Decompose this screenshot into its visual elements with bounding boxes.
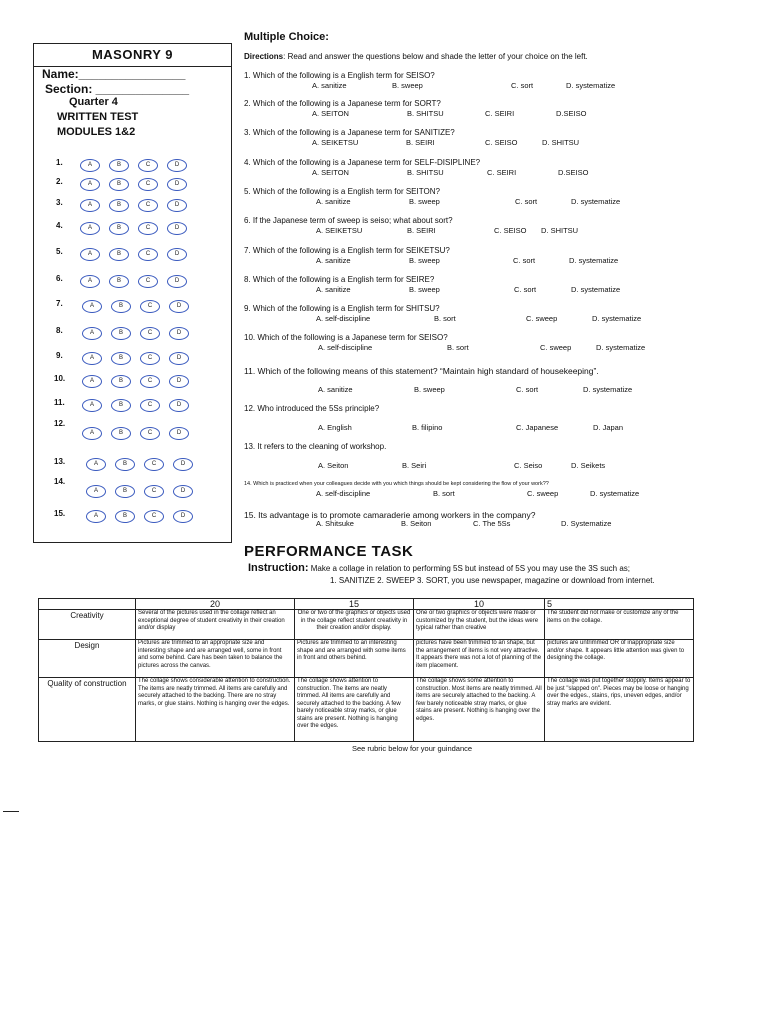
directions-label: Directions [244, 52, 284, 61]
choice-9-d: D. systematize [592, 314, 642, 323]
rubric-header: 15 [295, 599, 414, 610]
answer-bubble-5-c[interactable]: C [138, 248, 158, 261]
question-1: 1. Which of the following is a English term for SEISO? [244, 71, 435, 80]
answer-bubble-3-a[interactable]: A [80, 199, 100, 212]
divider [3, 811, 19, 812]
answer-bubble-7-c[interactable]: C [140, 300, 160, 313]
question-10: 10. Which of the following is a Japanese term for SEISO? [244, 333, 448, 342]
answer-number: 8. [56, 326, 63, 335]
sheet-title: MASONRY 9 [34, 44, 231, 67]
choice-10-b: B. sort [447, 343, 469, 352]
answer-bubble-12-b[interactable]: B [111, 427, 131, 440]
answer-bubble-11-c[interactable]: C [140, 399, 160, 412]
answer-number: 6. [56, 274, 63, 283]
answer-bubble-1-a[interactable]: A [80, 159, 100, 172]
rubric-header: 5 [545, 599, 694, 610]
choice-5-c: C. sort [515, 197, 538, 206]
rubric-criterion: Creativity [39, 610, 136, 640]
question-13: 13. It refers to the cleaning of workshop. [244, 442, 387, 451]
choice-3-d: D. SHITSU [542, 138, 580, 147]
rubric-header: 10 [414, 599, 545, 610]
answer-number: 10. [54, 374, 66, 383]
answer-number: 9. [56, 351, 63, 360]
answer-bubble-1-d[interactable]: D [167, 159, 187, 172]
answer-bubble-14-d[interactable]: D [173, 485, 193, 498]
choice-11-c: C. sort [516, 385, 539, 394]
choice-9-a: A. self-discipline [316, 314, 371, 323]
choice-8-b: B. sweep [409, 285, 440, 294]
rubric-header [39, 599, 136, 610]
question-5: 5. Which of the following is a English term for SEITON? [244, 187, 440, 196]
rubric-cell: The student did not make or customize any of the items on the collage. [545, 610, 694, 640]
answer-bubble-1-b[interactable]: B [109, 159, 129, 172]
answer-bubble-8-d[interactable]: D [169, 327, 189, 340]
rubric-cell: pictures have been trimmed to an shape, but the arrangement of items is not very attractive. It appears there was not a lot of planning of the item placement. [414, 640, 545, 678]
question-7: 7. Which of the following is a English term for SEIKETSU? [244, 246, 450, 255]
choice-6-c: C. SEISO [494, 226, 527, 235]
quarter-label: Quarter 4 [69, 96, 118, 108]
question-11: 11. Which of the following means of this statement? “Maintain high standard of housekeeping”. [244, 366, 599, 376]
choice-4-b: B. SHITSU [407, 168, 444, 177]
choice-11-b: B. sweep [414, 385, 445, 394]
rubric-cell: Pictures are trimmed to an interesting shape and are arranged with some items in front and others behind. [295, 640, 414, 678]
answer-bubble-4-c[interactable]: C [138, 222, 158, 235]
rubric-cell: Several of the pictures used in the collage reflect an exceptional degree of student creativity in their creation and/or display [136, 610, 295, 640]
rubric-table [38, 598, 694, 742]
answer-number: 4. [56, 221, 63, 230]
instruction-text: Make a collage in relation to performing 5S but instead of 5S you may use the 3S such as; [308, 564, 631, 573]
rubric-header: 20 [136, 599, 295, 610]
directions-text: : Read and answer the questions below and shade the letter of your choice on the left. [283, 52, 588, 61]
answer-bubble-6-d[interactable]: D [167, 275, 187, 288]
choice-1-d: D. systematize [566, 81, 616, 90]
answer-number: 13. [54, 457, 66, 466]
answer-bubble-10-b[interactable]: B [111, 375, 131, 388]
answer-number: 7. [56, 299, 63, 308]
answer-bubble-15-d[interactable]: D [173, 510, 193, 523]
answer-bubble-4-d[interactable]: D [167, 222, 187, 235]
answer-number: 12. [54, 419, 66, 428]
answer-bubble-2-c[interactable]: C [138, 178, 158, 191]
choice-2-b: B. SHITSU [407, 109, 444, 118]
choice-7-b: B. sweep [409, 256, 440, 265]
choice-12-a: A. English [318, 423, 352, 432]
answer-bubble-13-c[interactable]: C [144, 458, 164, 471]
question-2: 2. Which of the following is a Japanese term for SORT? [244, 99, 441, 108]
answer-bubble-12-c[interactable]: C [140, 427, 160, 440]
answer-bubble-2-a[interactable]: A [80, 178, 100, 191]
choice-9-c: C. sweep [526, 314, 558, 323]
section-field[interactable]: Section: ______________ [45, 82, 190, 96]
answer-bubble-12-d[interactable]: D [169, 427, 189, 440]
question-3: 3. Which of the following is a Japanese term for SANITIZE? [244, 128, 455, 137]
directions [244, 52, 588, 61]
choice-1-c: C. sort [511, 81, 534, 90]
choice-14-a: A. self-discipline [316, 489, 371, 498]
table-row [39, 610, 694, 640]
table-row [39, 640, 694, 678]
question-9: 9. Which of the following is a English term for SHITSU? [244, 304, 440, 313]
table-row [39, 678, 694, 742]
answer-sheet [33, 43, 232, 543]
rubric-cell: pictures are untrimmed OR of inappropriate size and/or shape. It appears little attention was given to designing the collage. [545, 640, 694, 678]
choice-15-a: A. Shitsuke [316, 519, 354, 528]
question-8: 8. Which of the following is a English term for SEIRE? [244, 275, 435, 284]
mc-title: Multiple Choice: [244, 31, 329, 43]
choice-1-b: B. sweep [392, 81, 423, 90]
answer-number: 15. [54, 509, 66, 518]
choice-15-c: C. The 5Ss [473, 519, 511, 528]
choice-7-a: A. sanitize [316, 256, 351, 265]
choice-12-c: C. Japanese [516, 423, 559, 432]
answer-bubble-9-a[interactable]: A [82, 352, 102, 365]
question-4: 4. Which of the following is a Japanese term for SELF-DISIPLINE? [244, 158, 481, 167]
choice-15-b: B. Seiton [401, 519, 432, 528]
question-6: 6. If the Japanese term of sweep is seiso; what about sort? [244, 216, 453, 225]
answer-bubble-10-c[interactable]: C [140, 375, 160, 388]
question-15: 15. Its advantage is to promote camaraderie among workers in the company? [244, 510, 536, 520]
rubric-note: See rubric below for your guindance [352, 744, 473, 753]
instruction-label: Instruction: [248, 562, 309, 574]
answer-number: 1. [56, 158, 63, 167]
rubric-cell: The collage shows attention to construction. The items are neatly trimmed. All items are carefully and securely attached to the backing. A few barely noticeable stray marks, or glue stains are present. Nothing is hanging over the edges. [295, 678, 414, 742]
answer-bubble-14-c[interactable]: C [144, 485, 164, 498]
choice-13-b: B. Seiri [402, 461, 427, 470]
answer-bubble-6-b[interactable]: B [109, 275, 129, 288]
rubric-criterion: Quality of construction [39, 678, 136, 742]
choice-14-c: C. sweep [527, 489, 559, 498]
answer-bubble-7-d[interactable]: D [169, 300, 189, 313]
choice-10-d: D. systematize [596, 343, 646, 352]
answer-bubble-3-d[interactable]: D [167, 199, 187, 212]
choice-3-a: A. SEIKETSU [312, 138, 359, 147]
choice-12-b: B. filipino [412, 423, 443, 432]
answer-number: 14. [54, 477, 66, 486]
answer-bubble-7-a[interactable]: A [82, 300, 102, 313]
choice-11-d: D. systematize [583, 385, 633, 394]
rubric-header-row [39, 599, 694, 610]
answer-bubble-5-b[interactable]: B [109, 248, 129, 261]
answer-bubble-15-c[interactable]: C [144, 510, 164, 523]
answer-bubble-2-b[interactable]: B [109, 178, 129, 191]
choice-5-a: A. sanitize [316, 197, 351, 206]
modules-label: MODULES 1&2 [57, 126, 136, 138]
answer-bubble-15-b[interactable]: B [115, 510, 135, 523]
choice-3-c: C. SEISO [485, 138, 518, 147]
answer-bubble-10-a[interactable]: A [82, 375, 102, 388]
choice-15-d: D. Systematize [561, 519, 612, 528]
answer-bubble-9-c[interactable]: C [140, 352, 160, 365]
choice-6-d: D. SHITSU [541, 226, 579, 235]
answer-bubble-4-a[interactable]: A [80, 222, 100, 235]
answer-bubble-11-b[interactable]: B [111, 399, 131, 412]
answer-number: 3. [56, 198, 63, 207]
answer-bubble-14-a[interactable]: A [86, 485, 106, 498]
rubric-cell: One or two of the graphics or objects used in the collage reflect student creativity in their creation and/or display. [295, 610, 414, 640]
answer-number: 2. [56, 177, 63, 186]
answer-number: 11. [54, 398, 65, 407]
choice-8-a: A. sanitize [316, 285, 351, 294]
choice-7-d: D. systematize [569, 256, 619, 265]
answer-bubble-14-b[interactable]: B [115, 485, 135, 498]
answer-bubble-5-a[interactable]: A [80, 248, 100, 261]
name-field[interactable]: Name:________________ [42, 67, 186, 81]
choice-4-a: A. SEITON [312, 168, 349, 177]
answer-bubble-4-b[interactable]: B [109, 222, 129, 235]
answer-bubble-5-d[interactable]: D [167, 248, 187, 261]
choice-9-b: B. sort [434, 314, 456, 323]
answer-bubble-8-a[interactable]: A [82, 327, 102, 340]
choice-10-a: A. self-discipline [318, 343, 373, 352]
answer-bubble-11-a[interactable]: A [82, 399, 102, 412]
choice-14-d: D. systematize [590, 489, 640, 498]
answer-bubble-13-b[interactable]: B [115, 458, 135, 471]
answer-bubble-13-d[interactable]: D [173, 458, 193, 471]
answer-bubble-3-b[interactable]: B [109, 199, 129, 212]
answer-bubble-15-a[interactable]: A [86, 510, 106, 523]
choice-2-c: C. SEIRI [485, 109, 515, 118]
performance-title: PERFORMANCE TASK [244, 543, 414, 560]
answer-bubble-8-b[interactable]: B [111, 327, 131, 340]
choice-5-b: B. sweep [409, 197, 440, 206]
choice-4-d: D.SEISO [558, 168, 589, 177]
choice-12-d: D. Japan [593, 423, 624, 432]
answer-bubble-7-b[interactable]: B [111, 300, 131, 313]
answer-number: 5. [56, 247, 63, 256]
rubric-cell: The collage shows considerable attention to construction. The items are neatly trimmed. All items are carefully and securely attached to the backing. There are no stray marks, or glue stains. Nothing is hanging over the edges. [136, 678, 295, 742]
answer-bubble-12-a[interactable]: A [82, 427, 102, 440]
choice-7-c: C. sort [513, 256, 536, 265]
choice-10-c: C. sweep [540, 343, 572, 352]
rubric-cell: The collage was put together sloppily. Items appear to be just "slapped on". Pieces may be loose or hanging over the edges., stains, rips, uneven edges, and/or stray marks are evident. [545, 678, 694, 742]
question-12: 12. Who introduced the 5Ss principle? [244, 404, 380, 413]
rubric-cell: Pictures are trimmed to an appropriate size and interesting shape and are arranged well, some in front and some behind. Care has been taken to balance the pictures across the canvas. [136, 640, 295, 678]
choice-1-a: A. sanitize [312, 81, 347, 90]
rubric-cell: One or two graphics or objects were made or customized by the student, but the ideas were typical rather than creative [414, 610, 545, 640]
choice-6-a: A. SEIKETSU [316, 226, 363, 235]
answer-bubble-10-d[interactable]: D [169, 375, 189, 388]
choice-13-d: D. Seikets [571, 461, 606, 470]
choice-5-d: D. systematize [571, 197, 621, 206]
answer-bubble-6-a[interactable]: A [80, 275, 100, 288]
choice-8-d: D. systematize [571, 285, 621, 294]
choice-8-c: C. sort [514, 285, 537, 294]
answer-bubble-3-c[interactable]: C [138, 199, 158, 212]
instruction [248, 562, 630, 574]
choice-2-d: D.SEISO [556, 109, 587, 118]
instruction-list: 1. SANITIZE 2. SWEEP 3. SORT, you use newspaper, magazine or download from internet. [330, 576, 655, 585]
choice-3-b: B. SEIRI [406, 138, 435, 147]
choice-13-c: C. Seiso [514, 461, 543, 470]
choice-6-b: B. SEIRI [407, 226, 436, 235]
choice-14-b: B. sort [433, 489, 455, 498]
rubric-criterion: Design [39, 640, 136, 678]
answer-bubble-1-c[interactable]: C [138, 159, 158, 172]
test-label: WRITTEN TEST [57, 111, 139, 123]
answer-bubble-13-a[interactable]: A [86, 458, 106, 471]
answer-bubble-11-d[interactable]: D [169, 399, 189, 412]
answer-bubble-9-d[interactable]: D [169, 352, 189, 365]
choice-13-a: A. Seiton [318, 461, 349, 470]
answer-bubble-2-d[interactable]: D [167, 178, 187, 191]
question-14: 14. Which is practiced when your colleagues decide with you which things should be kept considering the flow of your work?? [244, 481, 549, 487]
answer-bubble-8-c[interactable]: C [140, 327, 160, 340]
choice-11-a: A. sanitize [318, 385, 353, 394]
rubric-cell: The collage shows some attention to construction. Most items are neatly trimmed. All items are securely attached to the backing. A few barely noticeable stray marks, or glue stains are present. Nothing is hanging over the edges. [414, 678, 545, 742]
choice-2-a: A. SEITON [312, 109, 349, 118]
answer-bubble-6-c[interactable]: C [138, 275, 158, 288]
choice-4-c: C. SEIRI [487, 168, 517, 177]
answer-bubble-9-b[interactable]: B [111, 352, 131, 365]
